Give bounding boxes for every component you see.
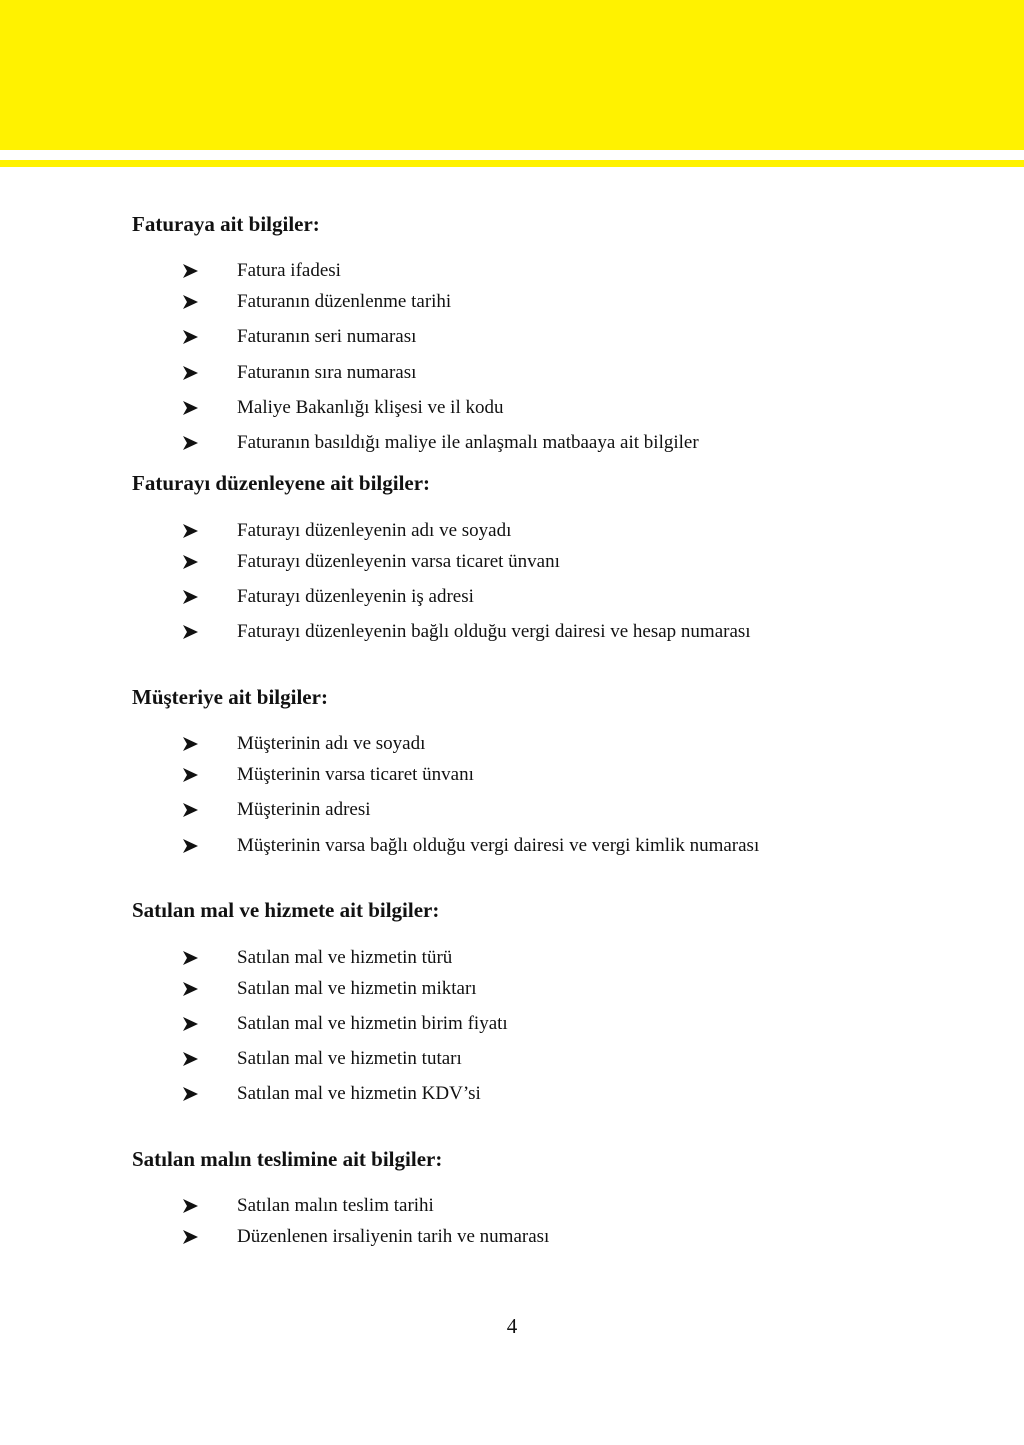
arrowhead-bullet-icon: [182, 1228, 200, 1246]
list-item-text: Müşterinin varsa ticaret ünvanı: [237, 764, 474, 785]
arrowhead-bullet-icon: [182, 328, 200, 346]
list-item-text: Satılan mal ve hizmetin türü: [237, 947, 453, 968]
list-item-text: Satılan mal ve hizmetin birim fiyatı: [237, 1013, 508, 1034]
arrowhead-bullet-icon: [182, 766, 200, 784]
list-item-text: Satılan malın teslim tarihi: [237, 1195, 434, 1216]
arrowhead-bullet-icon: [182, 293, 200, 311]
arrowhead-bullet-icon: [182, 553, 200, 571]
arrowhead-bullet-icon: [182, 1050, 200, 1068]
list-item-text: Faturanın sıra numarası: [237, 362, 417, 383]
list-item-text: Faturanın seri numarası: [237, 326, 417, 347]
header-stripe: [0, 160, 1024, 167]
arrowhead-bullet-icon: [182, 623, 200, 641]
list-item-text: Satılan mal ve hizmetin miktarı: [237, 978, 477, 999]
arrowhead-bullet-icon: [182, 262, 200, 280]
section-heading: Satılan malın teslimine ait bilgiler:: [132, 1147, 443, 1171]
arrowhead-bullet-icon: [182, 837, 200, 855]
list-item-text: Faturayı düzenleyenin adı ve soyadı: [237, 520, 512, 541]
list-item-text: Maliye Bakanlığı klişesi ve il kodu: [237, 397, 504, 418]
list-item-text: Faturanın düzenlenme tarihi: [237, 291, 452, 312]
arrowhead-bullet-icon: [182, 949, 200, 967]
section-heading: Faturayı düzenleyene ait bilgiler:: [132, 471, 431, 495]
arrowhead-bullet-icon: [182, 1197, 200, 1215]
arrowhead-bullet-icon: [182, 588, 200, 606]
list-item-text: Müşterinin adresi: [237, 799, 371, 820]
page-number: 4: [506, 1314, 518, 1338]
arrowhead-bullet-icon: [182, 434, 200, 452]
list-item-text: Müşterinin adı ve soyadı: [237, 733, 426, 754]
header-band: [0, 0, 1024, 150]
section-heading: Müşteriye ait bilgiler:: [132, 685, 328, 709]
arrowhead-bullet-icon: [182, 1015, 200, 1033]
list-item-text: Müşterinin varsa bağlı olduğu vergi dairesi ve vergi kimlik numarası: [237, 835, 760, 856]
arrowhead-bullet-icon: [182, 399, 200, 417]
list-item-text: Faturayı düzenleyenin bağlı olduğu vergi dairesi ve hesap numarası: [237, 621, 751, 642]
section-heading: Satılan mal ve hizmete ait bilgiler:: [132, 898, 440, 922]
arrowhead-bullet-icon: [182, 364, 200, 382]
list-item-text: Fatura ifadesi: [237, 260, 341, 281]
list-item-text: Faturayı düzenleyenin varsa ticaret ünvanı: [237, 551, 560, 572]
list-item-text: Faturayı düzenleyenin iş adresi: [237, 586, 474, 607]
arrowhead-bullet-icon: [182, 801, 200, 819]
section-heading: Faturaya ait bilgiler:: [132, 212, 320, 236]
arrowhead-bullet-icon: [182, 735, 200, 753]
arrowhead-bullet-icon: [182, 980, 200, 998]
list-item-text: Satılan mal ve hizmetin tutarı: [237, 1048, 462, 1069]
list-item-text: Faturanın basıldığı maliye ile anlaşmalı matbaaya ait bilgiler: [237, 432, 699, 453]
arrowhead-bullet-icon: [182, 522, 200, 540]
list-item-text: Satılan mal ve hizmetin KDV’si: [237, 1083, 481, 1104]
arrowhead-bullet-icon: [182, 1085, 200, 1103]
list-item-text: Düzenlenen irsaliyenin tarih ve numarası: [237, 1226, 550, 1247]
